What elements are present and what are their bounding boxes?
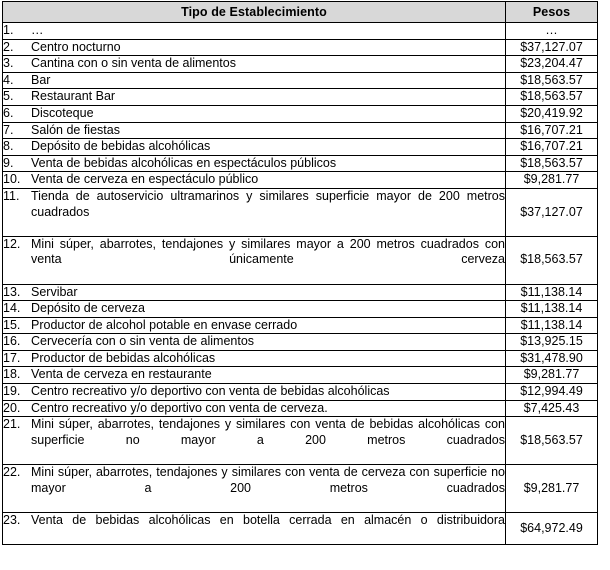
cell-tipo-establecimiento bbox=[3, 23, 506, 40]
row-number: 12. bbox=[3, 236, 21, 251]
cell-pesos: $9,281.77 bbox=[506, 172, 598, 189]
table-row bbox=[3, 465, 598, 513]
cell-tipo-establecimiento bbox=[3, 284, 506, 301]
cell-pesos: … bbox=[506, 23, 598, 40]
cell-pesos: $11,138.14 bbox=[506, 301, 598, 318]
table-row bbox=[3, 188, 598, 236]
row-description: Mini súper, abarrotes, tendajones y similares mayor a 200 metros cuadrados con venta únicamente cerveza bbox=[31, 236, 505, 267]
table-row bbox=[3, 89, 598, 106]
row-description: Mini súper, abarrotes, tendajones y similares con venta de cerveza con superficie no mayor a 200 metros cuadrados bbox=[31, 465, 505, 495]
cell-tipo-establecimiento bbox=[3, 512, 506, 544]
table-row bbox=[3, 122, 598, 139]
row-description: Centro nocturno bbox=[31, 39, 121, 54]
row-description: Cervecería con o sin venta de alimentos bbox=[31, 334, 255, 349]
row-number: 5. bbox=[3, 89, 14, 104]
cell-tipo-establecimiento bbox=[3, 334, 506, 351]
row-description: Centro recreativo y/o deportivo con venta de bebidas alcohólicas bbox=[31, 384, 390, 399]
table-body bbox=[3, 23, 598, 545]
cell-pesos: $18,563.57 bbox=[506, 417, 598, 465]
cell-tipo-establecimiento bbox=[3, 122, 506, 139]
row-description: Servibar bbox=[31, 284, 78, 299]
row-number: 21. bbox=[3, 417, 21, 432]
row-description: Venta de bebidas alcohólicas en botella cerrada en almacén o distribuidora bbox=[31, 512, 505, 527]
row-number: 3. bbox=[3, 56, 14, 71]
cell-pesos: $12,994.49 bbox=[506, 384, 598, 401]
row-number: 19. bbox=[3, 384, 21, 399]
cell-tipo-establecimiento bbox=[3, 172, 506, 189]
table-row bbox=[3, 317, 598, 334]
row-description: Cantina con o sin venta de alimentos bbox=[31, 56, 236, 71]
cell-tipo-establecimiento bbox=[3, 367, 506, 384]
row-number: 13. bbox=[3, 284, 21, 299]
table-row bbox=[3, 350, 598, 367]
cell-pesos: $37,127.07 bbox=[506, 39, 598, 56]
cell-tipo-establecimiento bbox=[3, 56, 506, 73]
cell-pesos: $18,563.57 bbox=[506, 236, 598, 284]
cell-tipo-establecimiento bbox=[3, 317, 506, 334]
table-header-row bbox=[3, 2, 598, 23]
row-number: 2. bbox=[3, 39, 14, 54]
cell-tipo-establecimiento bbox=[3, 465, 506, 513]
cell-tipo-establecimiento bbox=[3, 139, 506, 156]
cell-tipo-establecimiento bbox=[3, 400, 506, 417]
table-row bbox=[3, 301, 598, 318]
row-description: Productor de alcohol potable en envase cerrado bbox=[31, 317, 298, 332]
row-number: 14. bbox=[3, 301, 21, 316]
row-number: 20. bbox=[3, 400, 21, 415]
table-row bbox=[3, 139, 598, 156]
row-number: 1. bbox=[3, 23, 14, 37]
cell-pesos: $20,419.92 bbox=[506, 105, 598, 122]
row-description: Mini súper, abarrotes, tendajones y similares con venta de bebidas alcohólicas con superficie no mayor a 200 metros cuadrados bbox=[31, 417, 505, 447]
cell-tipo-establecimiento bbox=[3, 384, 506, 401]
table-row bbox=[3, 23, 598, 40]
row-number: 23. bbox=[3, 512, 21, 527]
row-number: 15. bbox=[3, 317, 21, 332]
table-row bbox=[3, 417, 598, 465]
table-row bbox=[3, 39, 598, 56]
row-description: Venta de bebidas alcohólicas en espectáculos públicos bbox=[31, 155, 337, 170]
row-description: Depósito de cerveza bbox=[31, 301, 145, 316]
row-number: 4. bbox=[3, 72, 14, 87]
table-row bbox=[3, 334, 598, 351]
cell-tipo-establecimiento bbox=[3, 105, 506, 122]
row-description: Depósito de bebidas alcohólicas bbox=[31, 139, 211, 154]
cell-pesos: $18,563.57 bbox=[506, 72, 598, 89]
row-description: Venta de cerveza en espectáculo público bbox=[31, 172, 259, 187]
table-row bbox=[3, 284, 598, 301]
row-number: 7. bbox=[3, 122, 14, 137]
row-description: Salón de fiestas bbox=[31, 122, 120, 137]
table-row bbox=[3, 155, 598, 172]
row-number: 17. bbox=[3, 350, 21, 365]
cell-pesos: $9,281.77 bbox=[506, 465, 598, 513]
cell-tipo-establecimiento bbox=[3, 89, 506, 106]
row-description: Centro recreativo y/o deportivo con venta de cerveza. bbox=[31, 400, 328, 415]
cell-pesos: $11,138.14 bbox=[506, 284, 598, 301]
table-row bbox=[3, 236, 598, 284]
row-number: 11. bbox=[3, 188, 20, 203]
cell-pesos: $23,204.47 bbox=[506, 56, 598, 73]
cell-tipo-establecimiento bbox=[3, 72, 506, 89]
cell-tipo-establecimiento bbox=[3, 188, 506, 236]
cell-tipo-establecimiento bbox=[3, 236, 506, 284]
cell-pesos: $7,425.43 bbox=[506, 400, 598, 417]
row-number: 16. bbox=[3, 334, 21, 349]
row-description: … bbox=[31, 23, 44, 37]
table-row bbox=[3, 56, 598, 73]
fee-table-container bbox=[2, 1, 597, 545]
table-row bbox=[3, 512, 598, 544]
cell-pesos: $16,707.21 bbox=[506, 139, 598, 156]
row-description: Productor de bebidas alcohólicas bbox=[31, 350, 216, 365]
row-description: Bar bbox=[31, 72, 51, 87]
table-row bbox=[3, 172, 598, 189]
row-description: Discoteque bbox=[31, 105, 94, 120]
cell-tipo-establecimiento bbox=[3, 39, 506, 56]
table-row bbox=[3, 105, 598, 122]
cell-pesos: $13,925.15 bbox=[506, 334, 598, 351]
cell-pesos: $16,707.21 bbox=[506, 122, 598, 139]
row-description: Venta de cerveza en restaurante bbox=[31, 367, 212, 382]
cell-pesos: $11,138.14 bbox=[506, 317, 598, 334]
cell-tipo-establecimiento bbox=[3, 301, 506, 318]
table-row bbox=[3, 72, 598, 89]
column-header-tipo-establecimiento: Tipo de Establecimiento bbox=[3, 2, 506, 23]
column-header-pesos: Pesos bbox=[506, 2, 598, 23]
establishment-fee-table bbox=[2, 1, 598, 545]
cell-tipo-establecimiento bbox=[3, 417, 506, 465]
cell-pesos: $64,972.49 bbox=[506, 512, 598, 544]
row-description: Restaurant Bar bbox=[31, 89, 116, 104]
row-number: 9. bbox=[3, 155, 14, 170]
row-number: 18. bbox=[3, 367, 21, 382]
cell-tipo-establecimiento bbox=[3, 155, 506, 172]
table-row bbox=[3, 400, 598, 417]
cell-pesos: $31,478.90 bbox=[506, 350, 598, 367]
cell-pesos: $37,127.07 bbox=[506, 188, 598, 236]
cell-tipo-establecimiento bbox=[3, 350, 506, 367]
cell-pesos: $18,563.57 bbox=[506, 89, 598, 106]
row-number: 6. bbox=[3, 105, 14, 120]
cell-pesos: $9,281.77 bbox=[506, 367, 598, 384]
table-row bbox=[3, 367, 598, 384]
row-description: Tienda de autoservicio ultramarinos y similares superficie mayor de 200 metros cuadrados bbox=[31, 188, 505, 219]
cell-pesos: $18,563.57 bbox=[506, 155, 598, 172]
row-number: 22. bbox=[3, 465, 21, 480]
table-header bbox=[3, 2, 598, 23]
table-row bbox=[3, 384, 598, 401]
row-number: 8. bbox=[3, 139, 14, 154]
row-number: 10. bbox=[3, 172, 21, 187]
